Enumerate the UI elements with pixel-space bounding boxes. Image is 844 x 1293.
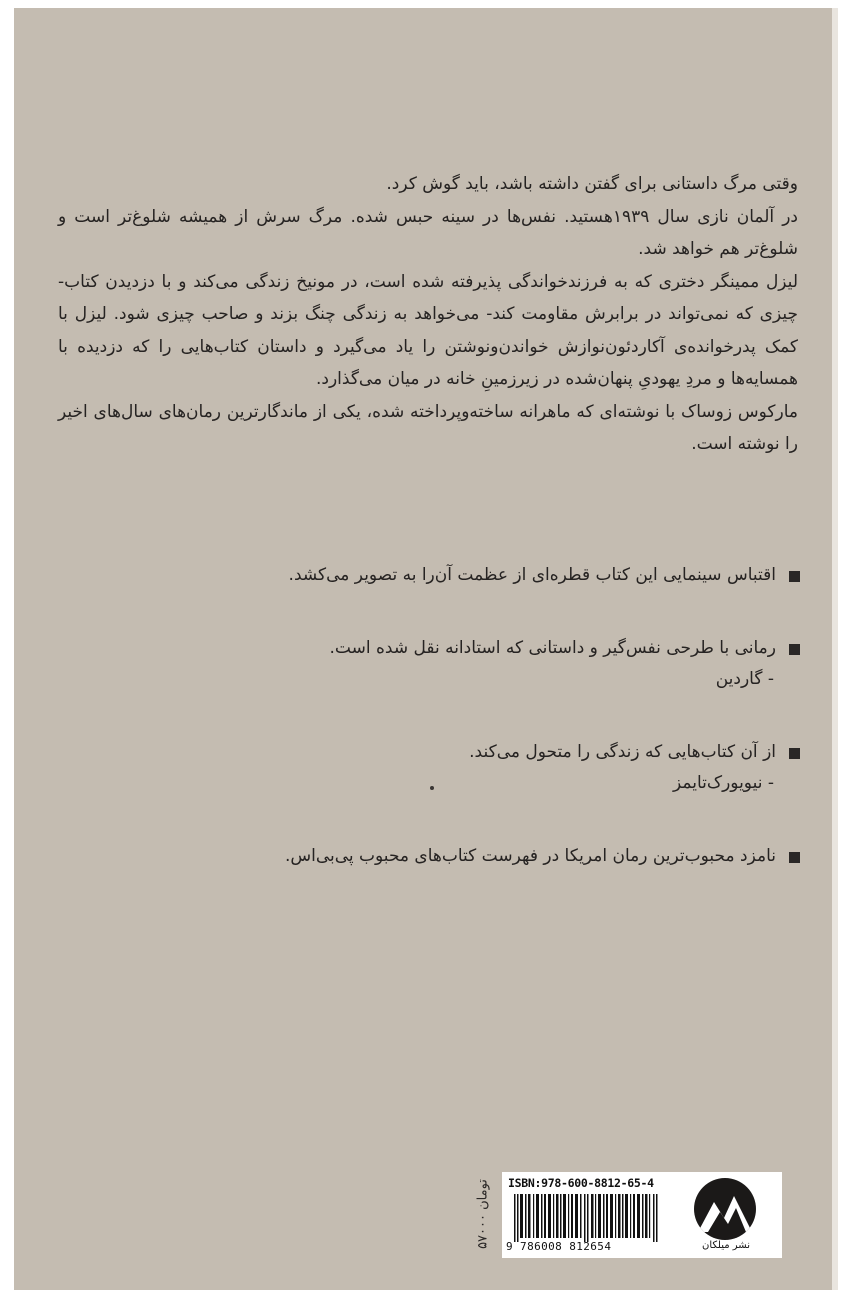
mountains-logo-icon <box>694 1178 756 1240</box>
barcode-digits: 9 786008 812654 <box>506 1240 612 1253</box>
quote-source: - نیویورک‌تایمز <box>673 773 774 793</box>
review-quote <box>100 633 800 695</box>
speck <box>430 786 434 790</box>
square-bullet-icon <box>789 571 800 582</box>
blurb-paragraph-2: در آلمان نازی سال ۱۹۳۹هستید. نفس‌ها در سینه حبس شده. مرگ سرش از همیشه شلوغ‌تر است و شلوغ‌تر هم خواهد شد. <box>58 206 798 259</box>
square-bullet-icon <box>789 852 800 863</box>
publisher-name: نشر میلکان <box>702 1240 750 1251</box>
barcode-icon <box>512 1194 662 1242</box>
publisher-logo-block <box>670 1172 782 1258</box>
quote-text: نامزد محبوب‌ترین رمان امریکا در فهرست کتاب‌های محبوب پی‌بی‌اس. <box>284 846 776 866</box>
price-label <box>466 1168 500 1260</box>
review-quotes <box>100 560 800 872</box>
square-bullet-icon <box>789 748 800 759</box>
review-quote <box>100 841 800 872</box>
quote-source: - گاردین <box>715 669 774 689</box>
review-quote <box>100 737 800 799</box>
page-edge <box>832 8 838 1290</box>
price-text: ۵۷۰۰۰ تومان <box>475 1179 491 1249</box>
blurb-paragraph-1: وقتی مرگ داستانی برای گفتن داشته باشد، باید گوش کرد. <box>386 174 798 194</box>
quote-text: از آن کتاب‌هایی که زندگی را متحول می‌کند. <box>469 742 776 762</box>
blurb-paragraph-3: لیزل ممینگر دختری که به فرزندخواندگی پذیرفته شده است، در مونیخ زندگی می‌کند و با دزدیدن کتاب- چیزی که نمی‌تواند در برابرش مقاومت کند- می‌خواهد به زندگی چنگ بزند و صاحب چیزی شود. لیزل با کمک پدرخوانده‌ی آکاردئون‌نوازش خواندن‌ونوشتن را یاد می‌گیرد و داستان کتاب‌هایی را که دزدیده با همسایه‌ها و مردِ یهودیِ پنهان‌شده در زیرزمینِ خانه در میان می‌گذارد. <box>58 271 798 389</box>
blurb <box>58 168 798 461</box>
barcode-block <box>502 1172 670 1258</box>
isbn-label: ISBN:978-600-8812-65-4 <box>508 1176 654 1190</box>
quote-text: اقتباس سینمایی این کتاب قطره‌ای از عظمت آن‌را به تصویر می‌کشد. <box>288 565 776 585</box>
review-quote <box>100 560 800 591</box>
square-bullet-icon <box>789 644 800 655</box>
blurb-paragraph-4: مارکوس زوساک با نوشته‌ای که ماهرانه ساخته‌وپرداخته شده، یکی از ماندگارترین رمان‌های سال‌های اخیر را نوشته است. <box>58 401 798 454</box>
quote-text: رمانی با طرحی نفس‌گیر و داستانی که استادانه نقل شده است. <box>329 638 776 658</box>
